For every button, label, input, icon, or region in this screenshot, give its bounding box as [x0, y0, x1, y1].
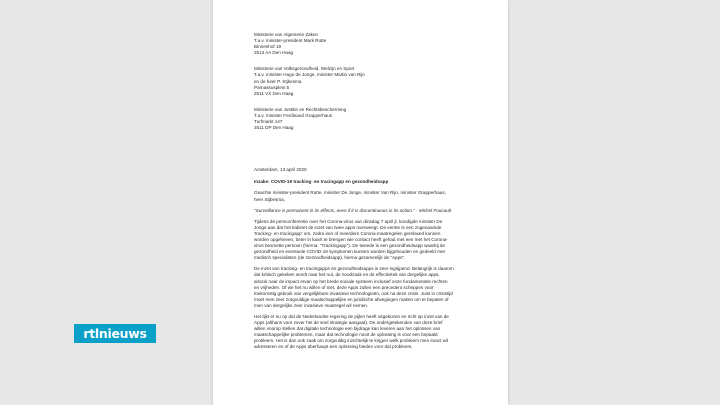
paragraph-line: adresseren en of de Apps überhaupt een oplossing bieden voor dat probleem. [254, 344, 413, 350]
paragraph-line: Jonge aan dat het kabinet de inzet van twee apps overweegt. De eerste is een zogenaamde [254, 224, 442, 230]
paragraph-line: Apps (althans voor zover het de snel strategie aangaat). De ondergetekenden van deze brief [254, 320, 443, 326]
address-line: T.a.v. minister Ferdinand Grapperhaus [254, 112, 333, 118]
salutation [254, 190, 486, 202]
address-line: Ministerie van Volksgezondheid, Welzijn en Sport [254, 66, 355, 72]
letter-date: Amsterdam, 13 april 2020 [254, 167, 307, 173]
paragraph-line: virus besmette persoon (hierna: "Trackingapp"). De tweede is een gezondheidsapp waarbij de [254, 243, 446, 249]
paragraph-line: moet men zeer zorgvuldige maatschappelijke en juridische afwegingen maken om te bepalen of [254, 296, 449, 302]
salutation-line: heer Stjbesma, [254, 196, 285, 202]
addressee-block-1 [254, 32, 486, 56]
paragraph-line: Het lijkt er nu op dat de Nederlandse regering de pijlen heeft uitgekozen en richt op inzet van de [254, 314, 449, 319]
salutation-line: Geachte minister-president Rutte, minister De Jonge, minister Van Rijn, minister Grapperhaus, [254, 190, 446, 196]
paragraph-3 [254, 314, 486, 351]
letter-content [254, 32, 486, 356]
paragraph-line: men van dergelijke zeer invasieve maatregel wil nemen. [254, 302, 369, 308]
paragraph-line: alsook naar de impact ervan op het brede sociale systeem inclusief onze fundamentele rechten [254, 278, 448, 284]
address-line: T.a.v. minister-president Mark Rutte [254, 38, 327, 44]
paragraph-line: 'tracking- en tracingapp' om, zodra een of meerdere Corona-maatregelen gerelaxed kunnen [254, 230, 441, 236]
address-line: en de heer P. Stjbesma [254, 78, 302, 84]
address-line: 2511 DP Den Haag [254, 125, 294, 131]
addressee-block-3 [254, 107, 486, 131]
paragraph-line: probleem. Het is dan ook zaak om zorgvuldig inzichtelijk te krijgen welk probleem men exact wil [254, 338, 449, 344]
logo-suffix: nieuws [98, 326, 147, 341]
foucault-quote: "Surveillance is permanent in its effects, even if it is discontinuous in its action." - Michel Foucault [254, 207, 452, 213]
paragraph-line: Tijdens de persconferentie over het Corona-virus van dinsdag 7 april jl. kondigde minister De [254, 218, 443, 224]
address-line: Parnassusplein 5 [254, 84, 290, 90]
paragraph-line: dat kritisch gekeken wordt naar het nut, de noodzaak en de effectiviteit van dergelijke apps, [254, 272, 440, 278]
paragraph-line: toekomstig gebruik van vergelijkbare invasieve technologieën, ook na deze crisis. Juist in crisistijd [254, 290, 453, 296]
letter-page [213, 0, 508, 405]
address-line: Ministerie van Justitie en Rechtsbescherming [254, 106, 347, 112]
paragraph-line: willen voorop stellen dat digitale technologie een bijdrage kan leveren aan het oplossen van [254, 326, 441, 332]
rtl-nieuws-logo [74, 324, 156, 343]
paragraph-2 [254, 266, 486, 309]
paragraph-line: medisch specialisten (de Gezondheidsapp), hierna gezamenlijk de "Apps". [254, 255, 406, 261]
letter-subject: Inzake: COVID-19 tracking- en tracingapp en gezondheidsapp [254, 179, 389, 185]
address-line: 2513 AA Den Haag [254, 50, 294, 56]
address-line: 2511 VX Den Haag [254, 90, 294, 96]
paragraph-line: De inzet van tracking- en tracingapps en gezondheidsapps is zeer ingrijpend. Belangrijk is daarom [254, 266, 454, 272]
paragraph-line: en vrijheden. Of we het nu willen of niet, deze Apps zullen een precedent scheppen voor [254, 284, 434, 290]
paragraph-1 [254, 219, 486, 262]
address-line: Ministerie van Algemene Zaken [254, 32, 319, 37]
paragraph-line: worden opgeheven, beter in kaart te brengen wie contact heeft gehad met een met het Corona- [254, 236, 448, 242]
paragraph-line: gezondheid en eventuele COVID-19 symptomen kunnen worden bijgehouden en gedeeld met [254, 249, 445, 255]
logo-prefix: rtl [83, 326, 99, 341]
address-line: Turfmarkt 147 [254, 119, 283, 125]
paragraph-line: maatschappelijke problemen, maar dat technologie nooit de oplossing is voor een bepaald [254, 332, 438, 338]
address-line: Binnenhof 19 [254, 44, 282, 50]
addressee-block-2 [254, 66, 486, 96]
address-line: T.a.v. minister Hugo de Jonge, minister Martin van Rijn [254, 72, 365, 78]
